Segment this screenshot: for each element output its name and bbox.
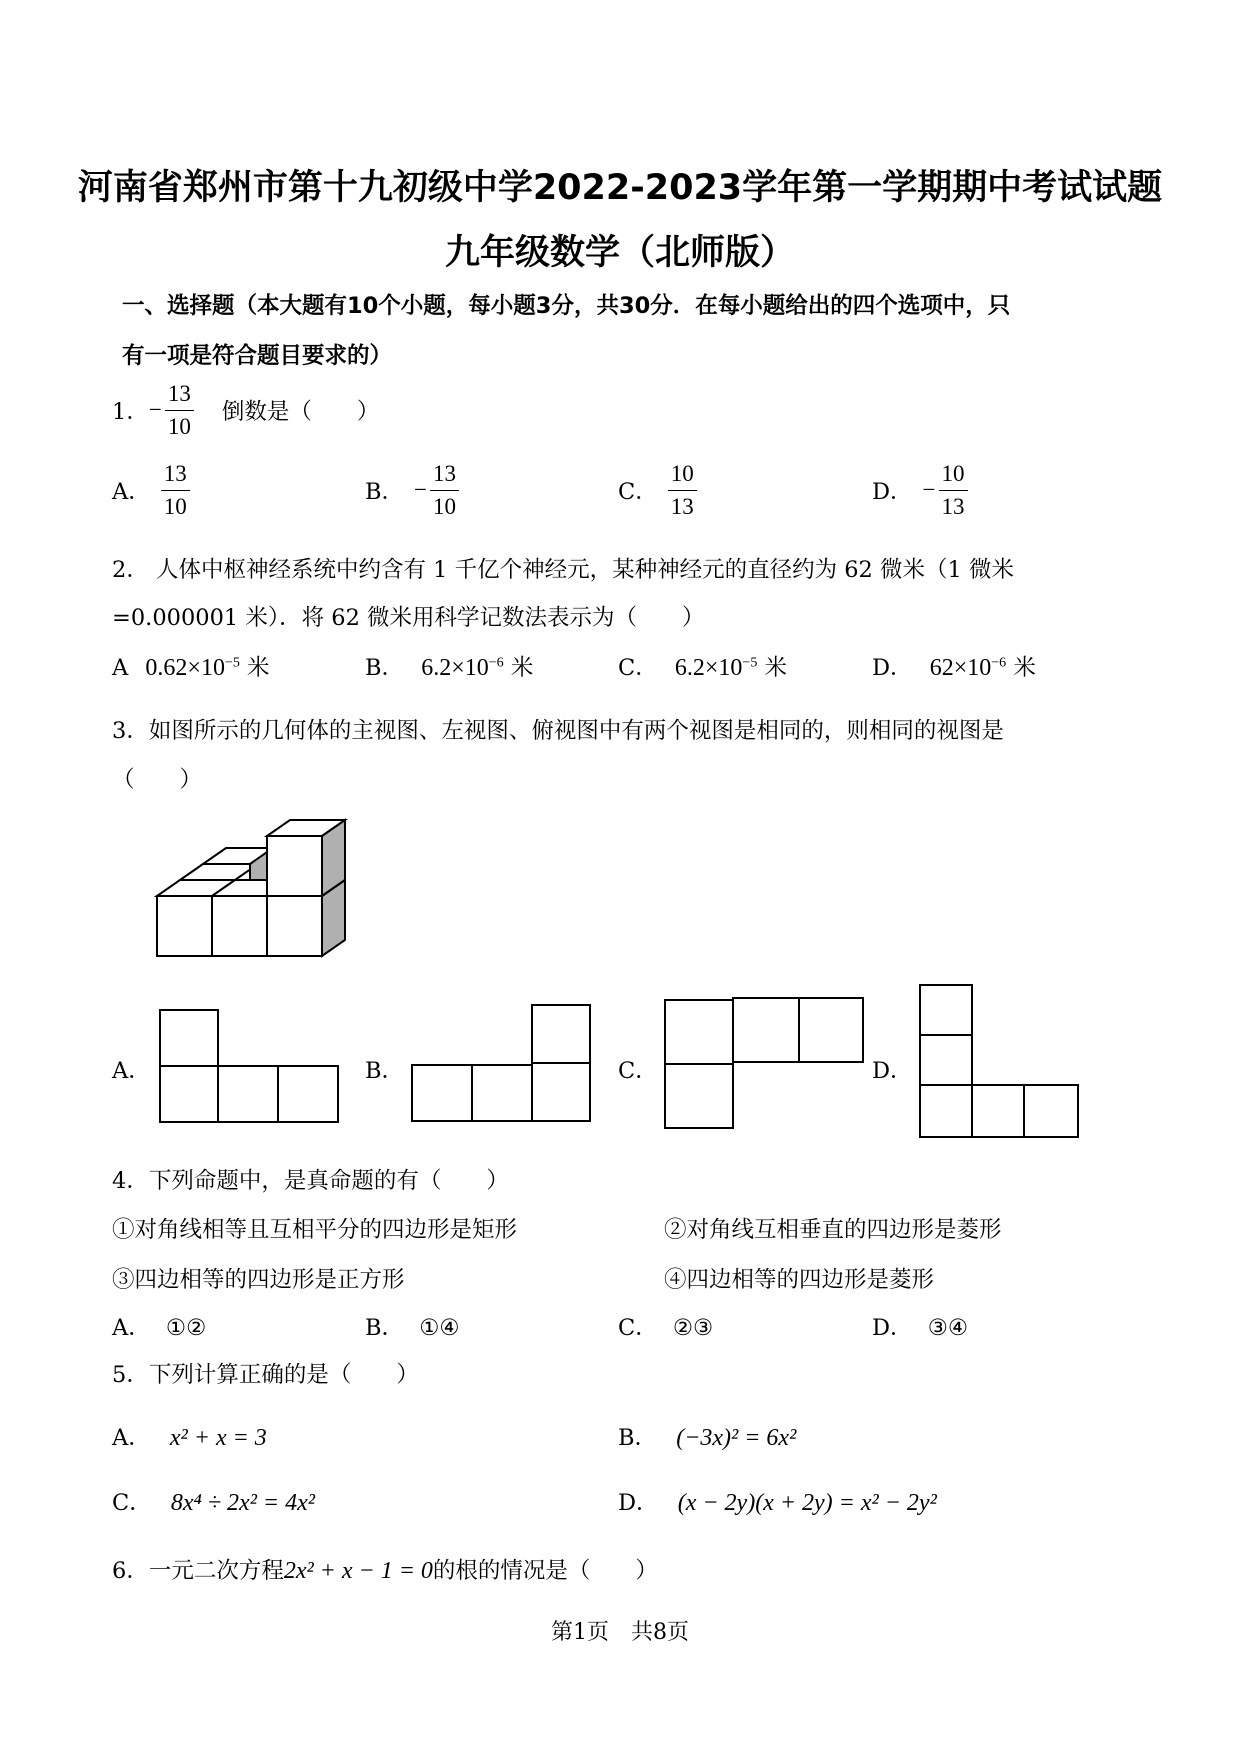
option-expression: (−3x)² = 6x² <box>676 1425 797 1451</box>
option-expression: x² + x = 3 <box>169 1425 267 1451</box>
q2-option-d[interactable] <box>872 650 1036 682</box>
q2-option-a[interactable] <box>112 650 270 682</box>
q3-solid-figure <box>150 808 370 960</box>
option-frac-num: 10 <box>668 460 697 491</box>
q1-minus: − <box>148 397 162 423</box>
section-heading-line1: 一、选择题（本大题有10个小题，每小题3分，共30分．在每小题给出的四个选项中，只 <box>122 293 1011 319</box>
q3-option-a-figure <box>158 1008 343 1126</box>
q4-statement-4: ④四边相等的四边形是菱形 <box>664 1267 935 1293</box>
option-frac-den: 13 <box>670 493 694 519</box>
option-fraction <box>430 460 459 520</box>
q1-option-a[interactable] <box>112 460 190 520</box>
q5-option-d[interactable] <box>618 1485 937 1517</box>
option-letter: C． <box>618 1315 658 1341</box>
q6-text-after: 的根的情况是（ ） <box>432 1558 658 1584</box>
option-exponent: −5 <box>742 655 758 671</box>
option-unit: 米 <box>247 655 270 681</box>
option-letter: A． <box>112 1425 151 1451</box>
question-5: 5．下列计算正确的是（ ） <box>112 1362 419 1388</box>
q6-text-before: 6．一元二次方程 <box>112 1558 284 1584</box>
option-exponent: −5 <box>224 655 240 671</box>
q1-option-c[interactable] <box>618 460 697 520</box>
option-fraction <box>161 460 190 520</box>
option-letter: C． <box>618 655 658 681</box>
option-frac-den: 13 <box>941 493 965 519</box>
q2-option-b[interactable] <box>365 650 533 682</box>
option-letter: B． <box>618 1425 658 1451</box>
q1-option-d[interactable] <box>872 460 968 520</box>
q5-option-a[interactable] <box>112 1420 267 1452</box>
option-letter: D． <box>872 479 913 506</box>
q1-option-b[interactable] <box>365 460 459 520</box>
question-2-line2: =0.000001 米）．将 62 微米用科学记数法表示为（ ） <box>112 605 705 631</box>
q4-option-b[interactable] <box>365 1310 460 1342</box>
q5-option-c[interactable] <box>112 1485 315 1517</box>
q3-option-c[interactable]: C． <box>618 1058 658 1084</box>
q3-option-a[interactable]: A． <box>112 1058 151 1084</box>
q3-option-b[interactable]: B． <box>365 1058 405 1084</box>
option-frac-num: 10 <box>939 460 968 491</box>
q3-option-d-figure <box>918 983 1082 1141</box>
option-unit: 米 <box>764 655 787 681</box>
q6-equation: 2x² + x − 1 = 0 <box>283 1558 433 1584</box>
option-fraction <box>668 460 697 520</box>
option-expression: 8x⁴ ÷ 2x² = 4x² <box>170 1490 315 1516</box>
question-2-line1: 2． 人体中枢神经系统中约含有 1 千亿个神经元，某种神经元的直径约为 62 微米（1 微米 <box>112 557 1014 583</box>
q1-fraction <box>165 380 194 440</box>
option-base: 6.2×10 <box>674 655 743 681</box>
page-footer: 第1页 共8页 <box>551 1620 689 1645</box>
option-letter: C． <box>112 1490 152 1516</box>
q3-option-c-figure <box>663 996 867 1131</box>
option-minus: − <box>414 477 428 503</box>
q5-option-b[interactable] <box>618 1420 796 1452</box>
option-letter: B． <box>365 479 405 506</box>
q4-statement-1: ①对角线相等且互相平分的四边形是矩形 <box>112 1217 518 1243</box>
option-letter: C． <box>618 479 658 506</box>
question-4: 4．下列命题中，是真命题的有（ ） <box>112 1168 509 1194</box>
q4-option-c[interactable] <box>618 1310 713 1342</box>
option-exponent: −6 <box>488 655 504 671</box>
question-3-line2: （ ） <box>112 767 203 793</box>
paper-title: 河南省郑州市第十九初级中学2022-2023学年第一学期期中考试试题 <box>77 168 1163 208</box>
option-exponent: −6 <box>991 655 1007 671</box>
option-letter: A． <box>112 1315 151 1341</box>
option-fraction <box>939 460 968 520</box>
option-text: ①④ <box>419 1315 460 1341</box>
question-6 <box>112 1553 658 1585</box>
q4-option-d[interactable] <box>872 1310 968 1342</box>
option-letter: B． <box>365 1315 405 1341</box>
option-letter: A． <box>112 479 151 506</box>
q2-option-c[interactable] <box>618 650 787 682</box>
q3-option-b-figure <box>410 1003 595 1125</box>
option-base: 62×10 <box>929 655 992 681</box>
option-text: ②③ <box>672 1315 714 1341</box>
option-letter: A <box>112 655 129 681</box>
option-letter: B． <box>365 655 405 681</box>
option-expression: (x − 2y)(x + 2y) = x² − 2y² <box>677 1490 937 1516</box>
option-letter: D． <box>872 1315 913 1341</box>
question-1 <box>112 380 379 440</box>
q4-option-a[interactable] <box>112 1310 206 1342</box>
option-letter: D． <box>618 1490 659 1516</box>
option-base: 0.62×10 <box>145 655 225 681</box>
option-unit: 米 <box>1013 655 1036 681</box>
option-frac-num: 13 <box>430 460 459 491</box>
q4-statement-3: ③四边相等的四边形是正方形 <box>112 1267 405 1293</box>
option-frac-den: 10 <box>433 493 457 519</box>
option-base: 6.2×10 <box>421 655 489 681</box>
option-minus: − <box>922 477 936 503</box>
option-frac-den: 10 <box>163 493 187 519</box>
paper-subtitle: 九年级数学（北师版） <box>444 233 795 273</box>
question-3-line1: 3．如图所示的几何体的主视图、左视图、俯视图中有两个视图是相同的，则相同的视图是 <box>112 718 1004 744</box>
q1-frac-num: 13 <box>165 380 194 411</box>
option-unit: 米 <box>510 655 534 681</box>
option-text: ①② <box>165 1315 207 1341</box>
section-heading-line2: 有一项是符合题目要求的） <box>122 343 393 369</box>
q1-text: 倒数是（ ） <box>221 399 380 426</box>
q1-frac-den: 10 <box>167 413 191 439</box>
q4-statement-2: ②对角线互相垂直的四边形是菱形 <box>664 1217 1002 1243</box>
q1-number: 1． <box>112 399 149 426</box>
option-letter: D． <box>872 655 913 681</box>
option-frac-num: 13 <box>161 460 190 491</box>
option-text: ③④ <box>927 1315 969 1341</box>
q3-option-d[interactable]: D． <box>872 1058 913 1084</box>
